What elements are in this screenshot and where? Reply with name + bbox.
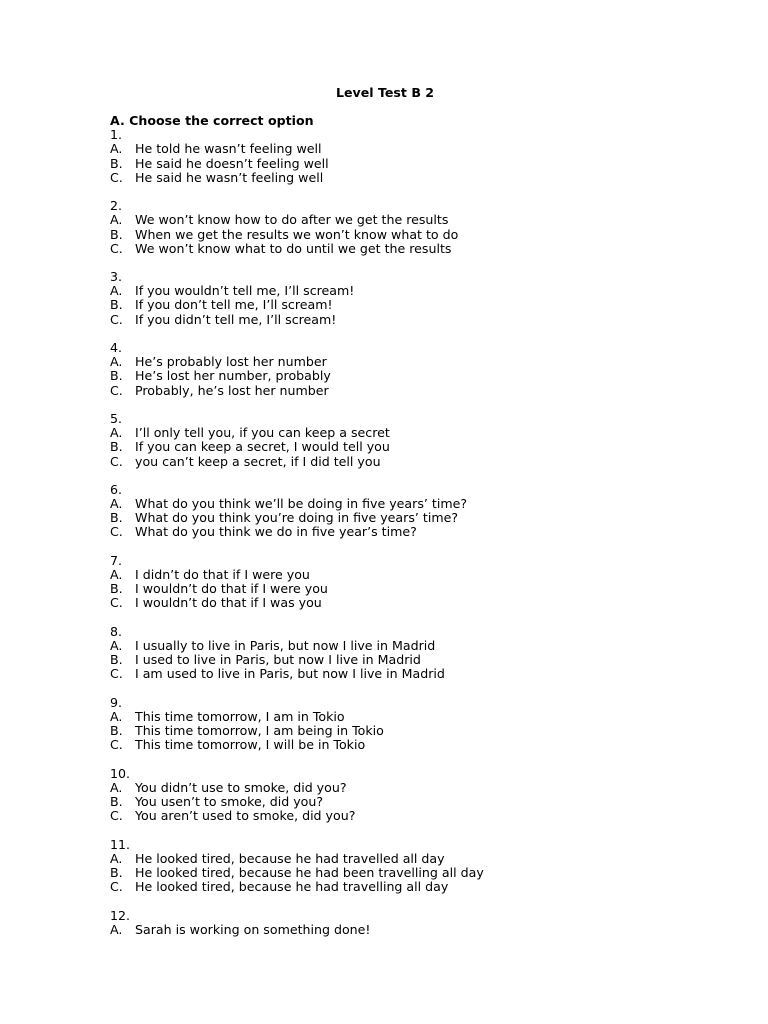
option-a <box>110 568 710 582</box>
question-number: 3. <box>110 269 123 285</box>
option-letter: B. <box>110 155 123 171</box>
option-text: If you can keep a secret, I would tell you <box>135 439 390 455</box>
question-6 <box>110 483 710 540</box>
option-text: You usen’t to smoke, did you? <box>135 794 324 809</box>
option-text: This time tomorrow, I am being in Tokio <box>135 723 384 739</box>
option-b <box>110 724 710 738</box>
option-text: Probably, he’s lost her number <box>135 382 329 398</box>
option-letter: B. <box>110 226 123 242</box>
option-text: This time tomorrow, I am in Tokio <box>135 708 345 724</box>
question-9 <box>110 696 710 753</box>
option-letter: B. <box>110 723 123 739</box>
option-text: I’ll only tell you, if you can keep a secret <box>135 425 390 441</box>
question-1 <box>110 128 710 185</box>
question-3 <box>110 270 710 327</box>
option-text: He looked tired, because he had been travelling all day <box>135 864 484 880</box>
option-letter: C. <box>110 737 123 753</box>
option-a <box>110 213 710 227</box>
question-number: 10. <box>110 765 131 781</box>
question-number: 12. <box>110 907 131 923</box>
option-c <box>110 667 710 681</box>
option-text: He’s lost her number, probably <box>135 368 331 384</box>
question-2 <box>110 199 710 256</box>
option-text: When we get the results we won’t know what to do <box>135 226 459 242</box>
option-c <box>110 242 710 256</box>
option-b <box>110 298 710 312</box>
option-letter: A. <box>110 496 123 512</box>
option-b <box>110 866 710 880</box>
question-list <box>110 128 710 937</box>
option-text: This time tomorrow, I will be in Tokio <box>135 737 366 753</box>
option-letter: C. <box>110 595 123 611</box>
option-a <box>110 710 710 724</box>
option-c <box>110 525 710 539</box>
option-text: You didn’t use to smoke, did you? <box>135 779 347 795</box>
option-c <box>110 880 710 894</box>
question-number: 9. <box>110 694 123 710</box>
option-text: He said he wasn’t feeling well <box>135 169 324 185</box>
option-b <box>110 440 710 454</box>
option-letter: B. <box>110 581 123 597</box>
option-letter: A. <box>110 637 123 653</box>
option-text: I usually to live in Paris, but now I live in Madrid <box>135 637 436 653</box>
option-a <box>110 284 710 298</box>
option-text: If you didn’t tell me, I’ll scream! <box>135 311 337 327</box>
option-text: you can’t keep a secret, if I did tell you <box>135 453 381 469</box>
option-letter: B. <box>110 510 123 526</box>
option-text: He looked tired, because he had travelling all day <box>135 879 449 895</box>
question-number: 7. <box>110 552 123 568</box>
option-letter: C. <box>110 879 123 895</box>
option-c <box>110 738 710 752</box>
option-letter: B. <box>110 297 123 313</box>
question-number: 2. <box>110 198 123 214</box>
question-11 <box>110 838 710 895</box>
question-number: 5. <box>110 410 123 426</box>
option-c <box>110 596 710 610</box>
option-letter: C. <box>110 666 123 682</box>
option-text: He’s probably lost her number <box>135 354 327 370</box>
option-letter: C. <box>110 524 123 540</box>
option-text: I am used to live in Paris, but now I live in Madrid <box>135 666 445 682</box>
option-text: I wouldn’t do that if I was you <box>135 595 322 611</box>
question-8 <box>110 625 710 682</box>
section-heading: A. Choose the correct option <box>110 113 314 128</box>
option-letter: C. <box>110 382 123 398</box>
question-5 <box>110 412 710 469</box>
option-text: What do you think you’re doing in five years’ time? <box>135 510 459 526</box>
option-letter: A. <box>110 779 123 795</box>
option-letter: C. <box>110 453 123 469</box>
option-letter: A. <box>110 354 123 370</box>
option-letter: B. <box>110 864 123 880</box>
option-a <box>110 852 710 866</box>
option-letter: A. <box>110 850 123 866</box>
option-b <box>110 582 710 596</box>
option-text: He said he doesn’t feeling well <box>135 155 329 171</box>
option-letter: B. <box>110 368 123 384</box>
option-text: He looked tired, because he had travelled all day <box>135 850 445 866</box>
question-4 <box>110 341 710 398</box>
option-text: We won’t know what to do until we get the results <box>135 240 452 256</box>
option-text: He told he wasn’t feeling well <box>135 141 322 157</box>
option-a <box>110 923 710 937</box>
option-text: What do you think we’ll be doing in five years’ time? <box>135 496 468 512</box>
option-text: You aren’t used to smoke, did you? <box>135 808 356 824</box>
option-text: I wouldn’t do that if I were you <box>135 581 328 597</box>
option-a <box>110 781 710 795</box>
question-number: 8. <box>110 623 123 639</box>
question-12 <box>110 909 710 937</box>
option-a <box>110 497 710 511</box>
document-page <box>110 85 710 951</box>
option-b <box>110 795 710 809</box>
question-number: 6. <box>110 481 123 497</box>
option-text: I used to live in Paris, but now I live in Madrid <box>135 652 421 668</box>
option-c <box>110 313 710 327</box>
option-a <box>110 142 710 156</box>
option-letter: B. <box>110 439 123 455</box>
option-letter: B. <box>110 652 123 668</box>
option-letter: A. <box>110 141 123 157</box>
option-letter: A. <box>110 425 123 441</box>
option-letter: B. <box>110 794 123 809</box>
option-letter: A. <box>110 283 123 299</box>
option-a <box>110 355 710 369</box>
option-b <box>110 653 710 667</box>
option-a <box>110 426 710 440</box>
option-letter: A. <box>110 212 123 228</box>
option-text: Sarah is working on something done! <box>135 921 371 937</box>
option-b <box>110 511 710 525</box>
option-letter: C. <box>110 808 123 824</box>
option-b <box>110 157 710 171</box>
option-c <box>110 171 710 185</box>
option-c <box>110 809 710 823</box>
option-b <box>110 228 710 242</box>
option-text: I didn’t do that if I were you <box>135 567 310 582</box>
option-a <box>110 639 710 653</box>
option-letter: A. <box>110 921 123 937</box>
question-number: 4. <box>110 340 123 355</box>
option-letter: A. <box>110 567 123 582</box>
question-number: 1. <box>110 127 123 143</box>
question-10 <box>110 767 710 824</box>
question-7 <box>110 554 710 611</box>
option-text: If you wouldn’t tell me, I’ll scream! <box>135 283 355 299</box>
option-text: If you don’t tell me, I’ll scream! <box>135 297 333 313</box>
option-letter: C. <box>110 311 123 327</box>
question-number: 11. <box>110 836 131 852</box>
page-title: Level Test B 2 <box>335 85 435 100</box>
option-text: We won’t know how to do after we get the results <box>135 212 449 228</box>
option-letter: A. <box>110 708 123 724</box>
option-letter: C. <box>110 169 123 185</box>
option-text: What do you think we do in five year’s time? <box>135 524 417 540</box>
option-b <box>110 369 710 383</box>
option-c <box>110 455 710 469</box>
option-c <box>110 384 710 398</box>
option-letter: C. <box>110 240 123 256</box>
